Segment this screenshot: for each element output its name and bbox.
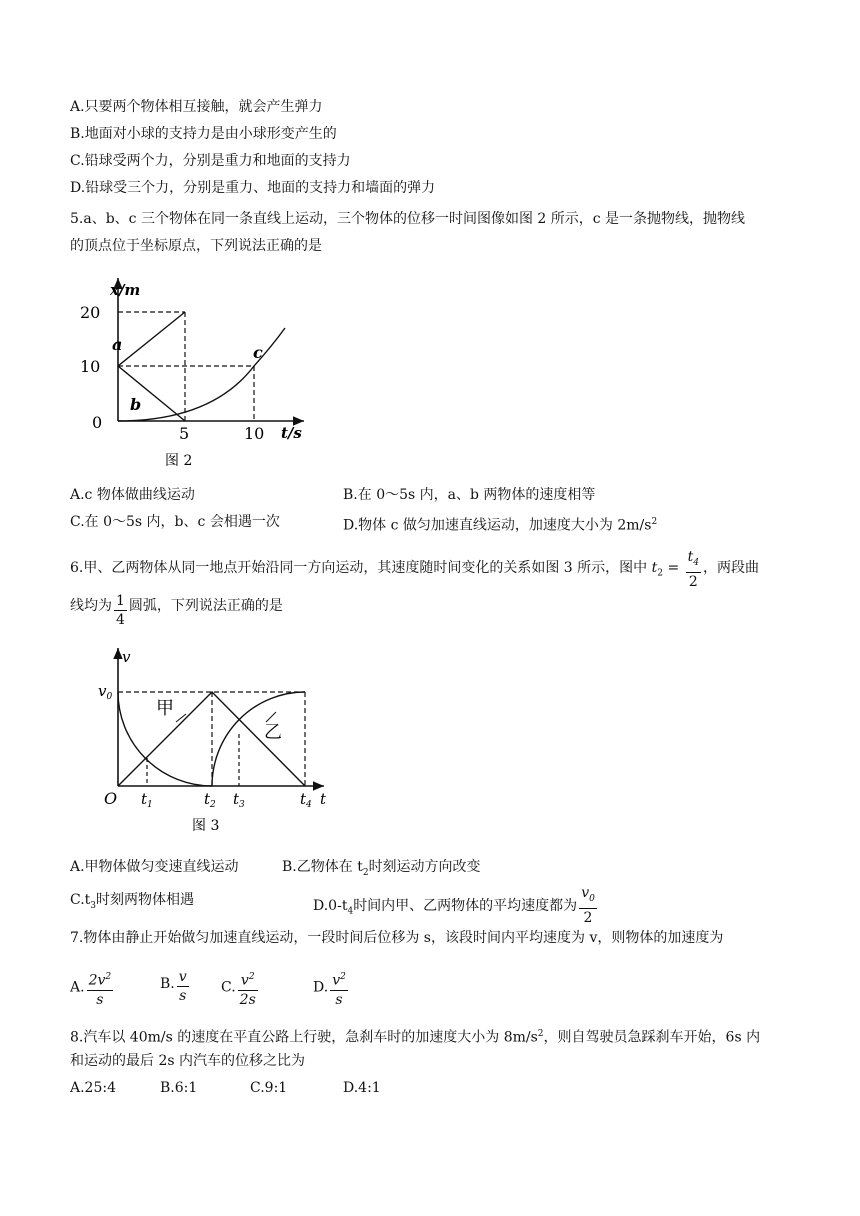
v0-label: $v_0$	[98, 682, 113, 702]
q5-stem-line2: 的顶点位于坐标原点，下列说法正确的是	[70, 238, 322, 254]
t1-label: $t_1$	[141, 790, 153, 810]
line-b	[118, 366, 185, 421]
t-axis-label: t	[320, 790, 327, 808]
t4-label: $t_4$	[300, 790, 312, 810]
q8-stem-line1: 8.汽车以 40m/s 的速度在平直公路上行驶，急刹车时的加速度大小为 $8m/s^2$，则自驾驶员急踩刹车开始，6s 内	[70, 1029, 761, 1046]
q5-option-d: D.物体 c 做匀加速直线运动，加速度大小为 $2m/s^2$	[343, 517, 658, 534]
curve-c	[118, 328, 285, 421]
q7-option-c: C. $\frac{v^2}{2s}$	[221, 968, 260, 1009]
figure-2-xt-graph	[72, 270, 312, 480]
q5-option-a: A.c 物体做曲线运动	[70, 487, 195, 503]
q8-stem-line2: 和运动的最后 2s 内汽车的位移之比为	[70, 1053, 305, 1069]
label-b: b	[130, 395, 142, 414]
label-a: a	[112, 335, 123, 354]
t2-label: $t_2$	[204, 790, 216, 810]
q5-option-c: C.在 0～5s 内，b、c 会相遇一次	[70, 514, 280, 530]
q7-option-a: A. $\frac{2v^2}{s}$	[70, 968, 115, 1009]
q4-option-a: A.只要两个物体相互接触，就会产生弹力	[70, 99, 323, 115]
q8-option-b: B.6:1	[160, 1080, 198, 1096]
q8-option-c: C.9:1	[250, 1080, 288, 1096]
y-tick-0: 0	[92, 413, 103, 432]
q6-stem-line1: 6.甲、乙两物体从同一地点开始沿同一方向运动，其速度随时间变化的关系如图 3 所示，图中 $t_2$ = $\frac{t_4}{2}$ ，两段曲	[70, 549, 760, 590]
y-tick-10: 10	[80, 357, 101, 376]
x-tick-10: 10	[244, 424, 265, 443]
figure-3-caption: 图 3	[192, 818, 220, 834]
origin-label: O	[104, 789, 118, 808]
q7-option-b: B. $\frac{v}{s}$	[160, 969, 187, 1004]
q5-option-b: B.在 0～5s 内，a、b 两物体的速度相等	[343, 487, 596, 503]
q7-option-d: D. $\frac{v^2}{s}$	[313, 968, 350, 1009]
q7-stem: 7.物体由静止开始做匀加速直线运动，一段时间后位移为 s，该段时间内平均速度为 v，则物体的加速度为	[70, 930, 724, 946]
q5-stem-line1: 5.a、b、c 三个物体在同一条直线上运动，三个物体的位移一时间图像如图 2 所示，c 是一条抛物线，抛物线	[70, 211, 746, 227]
v-axis-label: v	[122, 648, 131, 666]
t3-label: $t_3$	[233, 790, 245, 810]
figure-2-caption: 图 2	[165, 453, 193, 469]
line-a	[118, 312, 185, 366]
label-c: c	[253, 343, 263, 362]
x-tick-5: 5	[179, 424, 190, 443]
figure-3-vt-graph	[96, 640, 346, 840]
y-tick-20: 20	[80, 303, 101, 322]
q6-option-c: $C.t_3$时刻两物体相遇	[70, 892, 195, 911]
q8-option-d: D.4:1	[343, 1080, 381, 1096]
label-jia: 甲	[156, 698, 174, 719]
x-axis-label: t/s	[281, 424, 302, 442]
q6-option-d: $D.0-t_4$时间内甲、乙两物体的平均速度都为 $\frac{v_0}{2}$	[313, 885, 595, 926]
q4-option-c: C.铅球受两个力，分别是重力和地面的支持力	[70, 153, 351, 169]
q4-option-b: B.地面对小球的支持力是由小球形变产生的	[70, 126, 337, 142]
q6-option-b: B.乙物体在 $t_2$时刻运动方向改变	[282, 859, 481, 878]
label-yi: 乙	[264, 722, 282, 743]
q8-option-a: A.25:4	[70, 1080, 116, 1096]
q6-option-a: A.甲物体做匀变速直线运动	[70, 859, 239, 875]
q4-option-d: D.铅球受三个力，分别是重力、地面的支持力和墙面的弹力	[70, 180, 436, 196]
y-axis-label: x/m	[110, 281, 141, 299]
q6-stem-line2: 线均为 $\frac{1}{4}$ 圆弧，下列说法正确的是	[70, 593, 283, 628]
